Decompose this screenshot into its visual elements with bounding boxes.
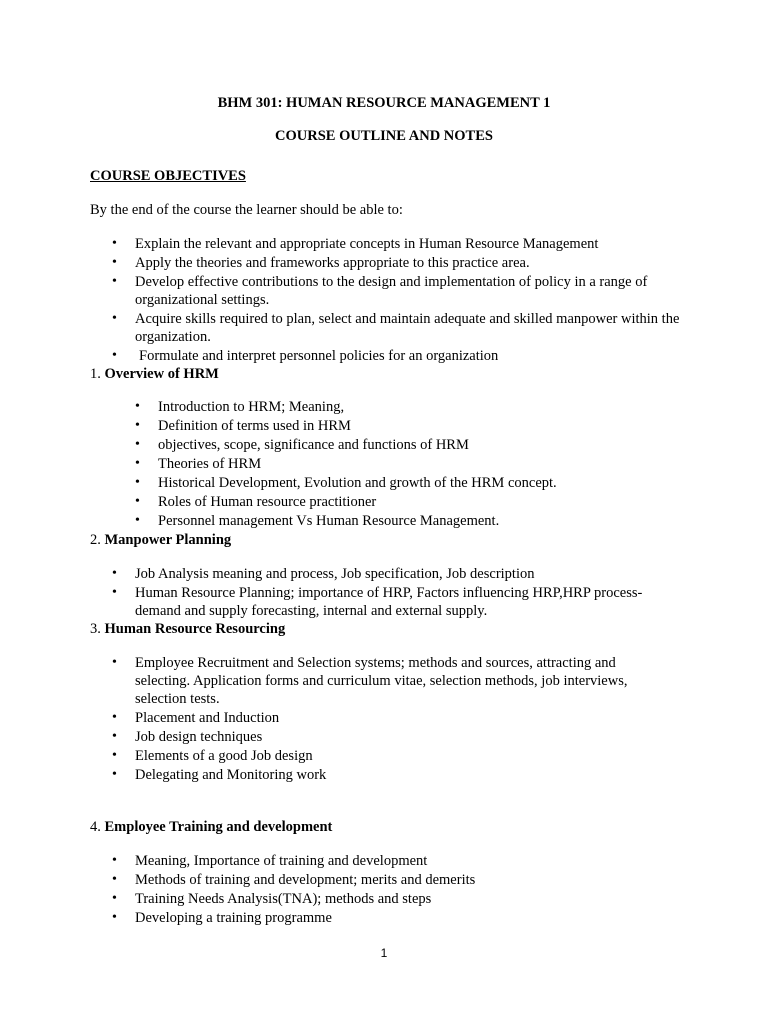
list-item: • Develop effective contributions to the design and implementation of policy in a range of organizational settings.	[135, 273, 695, 309]
section-title: Employee Training and development	[104, 819, 333, 835]
section-title: Overview of HRM	[104, 366, 219, 382]
list-item: • objectives, scope, significance and functions of HRM	[158, 436, 718, 454]
list-item: • Placement and Induction	[135, 709, 680, 727]
list-item: • Job design techniques	[135, 728, 680, 746]
list-item: • Human Resource Planning; importance of HRP, Factors influencing HRP,HRP process-demand and supply forecasting, internal and external supply.	[135, 584, 675, 620]
section-number: 3.	[90, 621, 101, 637]
section-4-heading	[90, 818, 332, 836]
section-1-list	[158, 398, 718, 530]
list-item: • Employee Recruitment and Selection systems; methods and sources, attracting and selecting. Application forms and curriculum vitae, selection methods, job interviews, selection tests.	[135, 654, 655, 708]
objectives-intro: By the end of the course the learner should be able to:	[90, 202, 403, 218]
list-item: • Meaning, Importance of training and development	[135, 852, 680, 870]
list-item: • Personnel management Vs Human Resource Management.	[158, 512, 718, 530]
course-title: BHM 301: HUMAN RESOURCE MANAGEMENT 1	[217, 95, 551, 111]
list-item: • Theories of HRM	[158, 455, 718, 473]
list-item: • Historical Development, Evolution and growth of the HRM concept.	[158, 474, 718, 492]
list-item: • Methods of training and development; merits and demerits	[135, 871, 680, 889]
section-2-list	[135, 565, 680, 620]
section-2-heading	[90, 531, 231, 549]
list-item: • Apply the theories and frameworks appropriate to this practice area.	[135, 254, 695, 272]
section-number: 2.	[90, 532, 101, 548]
section-title: Manpower Planning	[104, 532, 232, 548]
list-item: • Definition of terms used in HRM	[158, 417, 718, 435]
list-item: • Acquire skills required to plan, select and maintain adequate and skilled manpower within the organization.	[135, 310, 695, 346]
section-1-heading	[90, 365, 219, 383]
list-item: • Delegating and Monitoring work	[135, 766, 680, 784]
list-item: • Formulate and interpret personnel policies for an organization	[135, 347, 695, 365]
objectives-list	[135, 235, 695, 366]
list-item: • Job Analysis meaning and process, Job specification, Job description	[135, 565, 680, 583]
list-item: • Roles of Human resource practitioner	[158, 493, 718, 511]
section-number: 1.	[90, 366, 101, 382]
list-item: • Training Needs Analysis(TNA); methods and steps	[135, 890, 680, 908]
section-3-heading	[90, 620, 285, 638]
page-number: 1	[380, 946, 388, 960]
document-subtitle: COURSE OUTLINE AND NOTES	[275, 128, 493, 144]
list-item: • Elements of a good Job design	[135, 747, 680, 765]
list-item: • Developing a training programme	[135, 909, 680, 927]
section-3-list	[135, 654, 680, 784]
section-number: 4.	[90, 819, 101, 835]
list-item: • Introduction to HRM; Meaning,	[158, 398, 718, 416]
section-title: Human Resource Resourcing	[104, 621, 286, 637]
section-4-list	[135, 852, 680, 927]
list-item: • Explain the relevant and appropriate concepts in Human Resource Management	[135, 235, 695, 253]
objectives-heading: COURSE OBJECTIVES	[90, 168, 246, 184]
